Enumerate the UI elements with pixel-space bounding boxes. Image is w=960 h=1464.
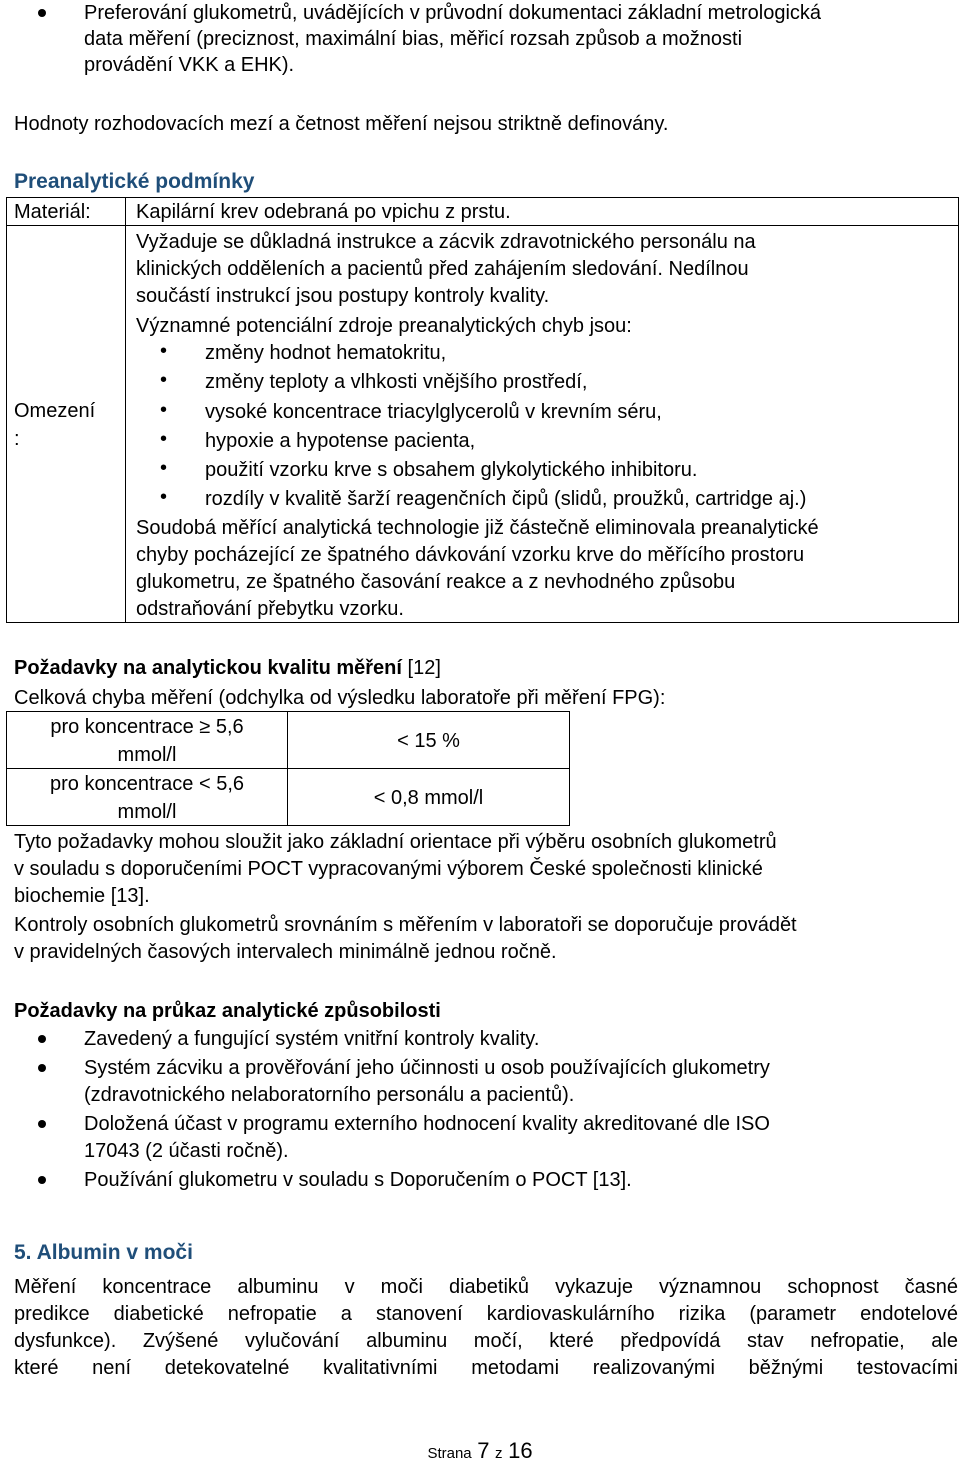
footer-middle: z — [495, 1445, 503, 1462]
footer-prefix: Strana — [427, 1445, 472, 1462]
intro-text: Hodnoty rozhodovacích mezí a četnost měření nejsou striktně definovány. — [14, 113, 669, 135]
bullet-icon: • — [160, 399, 168, 421]
table-cell: < 15 % — [397, 730, 460, 752]
para-line: Kontroly osobních glukometrů srovnáním s měřením v laboratoři se doporučuje provádět — [14, 914, 797, 936]
footer-total: 16 — [508, 1438, 533, 1463]
albumin-line: které není detekovatelné kvalitativními metodami realizovanými běžnými testovacími — [14, 1357, 958, 1379]
albumin-line: predikce diabetické nefropatie a stanovení kardiovaskulárního rizika (parametr endotelové — [14, 1303, 958, 1325]
bullet-icon — [38, 9, 46, 17]
table-border-middle — [6, 225, 959, 226]
table-cell — [7, 770, 287, 826]
material-value: Kapilární krev odebraná po vpichu z prstu. — [136, 201, 511, 223]
bullet-icon — [38, 1064, 46, 1072]
list-item: změny teploty a vlhkosti vnějšího prostředí, — [205, 371, 588, 393]
material-label: Materiál: — [14, 201, 91, 223]
list-item: rozdíly v kvalitě šarží reagenčních čipů (slidů, proužků, cartridge aj.) — [205, 488, 807, 510]
footer-page: 7 — [477, 1438, 490, 1463]
list-item: použití vzorku krve s obsahem glykolytického inhibitoru. — [205, 459, 698, 481]
table-border-left — [6, 197, 7, 623]
top-bullet-line: Preferování glukometrů, uvádějících v průvodní dokumentaci základní metrologická — [84, 2, 822, 24]
table-border-divider — [125, 197, 126, 623]
cell-line: pro koncentrace < 5,6 — [49, 773, 244, 795]
competence-heading: Požadavky na průkaz analytické způsobilosti — [14, 1000, 441, 1022]
bullet-icon — [38, 1176, 46, 1184]
para-line: v souladu s doporučeními POCT vypracovanými výborem České společnosti klinické — [14, 858, 763, 880]
table-cell: < 0,8 mmol/l — [373, 787, 484, 809]
modern-tech-line: odstraňování přebytku vzorku. — [136, 598, 404, 620]
table-border-right — [958, 197, 959, 623]
bullet-icon — [38, 1120, 46, 1128]
list-item: vysoké koncentrace triacylglycerolů v krevním séru, — [205, 401, 662, 423]
analytic-quality-heading-ref: [12] — [401, 657, 441, 679]
instruction-line: klinických odděleních a pacientů před zahájením sledování. Nedílnou — [136, 258, 749, 280]
omezeni-label-colon: : — [14, 428, 20, 450]
albumin-heading: 5. Albumin v moči — [14, 1241, 193, 1264]
modern-tech-line: chyby pocházející ze špatného dávkování vzorku krve do měřícího prostoru — [136, 544, 805, 566]
cell-line: mmol/l — [117, 744, 177, 766]
albumin-line: Měření koncentrace albuminu v moči diabetiků vykazuje významnou schopnost časné — [14, 1276, 958, 1298]
list-item: Systém zácviku a prověřování jeho účinnosti u osob používajících glukometry — [84, 1057, 770, 1079]
cell-line: mmol/l — [117, 801, 177, 823]
table-cell — [7, 713, 287, 769]
sources-intro: Významné potenciální zdroje preanalytických chyb jsou: — [136, 315, 632, 337]
bullet-icon: • — [160, 428, 168, 450]
list-item: (zdravotnického nelaboratorního personálu a pacientů). — [84, 1084, 575, 1106]
table-border-bottom — [6, 622, 959, 623]
list-item: Zavedený a fungující systém vnitřní kontroly kvality. — [84, 1028, 540, 1050]
table-border-top — [6, 711, 570, 712]
para-line: biochemie [13]. — [14, 885, 150, 907]
list-item: 17043 (2 účasti ročně). — [84, 1140, 289, 1162]
bullet-icon: • — [160, 457, 168, 479]
cell-line: pro koncentrace ≥ 5,6 — [50, 716, 244, 738]
top-bullet-line: provádění VKK a EHK). — [84, 54, 295, 76]
instruction-line: součástí instrukcí jsou postupy kontroly kvality. — [136, 285, 550, 307]
top-bullet-line: data měření (preciznost, maximální bias, měřicí rozsah způsob a možnosti — [84, 28, 743, 50]
para-line: Tyto požadavky mohou sloužit jako základní orientace při výběru osobních glukometrů — [14, 831, 777, 853]
analytic-quality-heading-text: Požadavky na analytickou kvalitu měření — [14, 657, 402, 679]
bullet-icon: • — [160, 369, 168, 391]
list-item: Používání glukometru v souladu s Doporučením o POCT [13]. — [84, 1169, 632, 1191]
para-line: v pravidelných časových intervalech minimálně jednou ročně. — [14, 941, 557, 963]
bullet-icon: • — [160, 486, 168, 508]
instruction-line: Vyžaduje se důkladná instrukce a zácvik zdravotnického personálu na — [136, 231, 756, 253]
modern-tech-line: glukometru, ze špatného časování reakce a z nevhodného způsobu — [136, 571, 736, 593]
preanalytic-heading: Preanalytické podmínky — [14, 170, 255, 193]
analytic-quality-subtitle: Celková chyba měření (odchylka od výsledku laboratoře při měření FPG): — [14, 687, 666, 709]
list-item: hypoxie a hypotense pacienta, — [205, 430, 476, 452]
bullet-icon — [38, 1035, 46, 1043]
page-footer — [0, 1438, 960, 1464]
analytic-quality-heading — [14, 655, 441, 681]
modern-tech-line: Soudobá měřící analytická technologie již částečně eliminovala preanalytické — [136, 517, 819, 539]
table-border-right — [569, 711, 570, 826]
bullet-icon: • — [160, 340, 168, 362]
omezeni-label: Omezení — [14, 400, 96, 422]
albumin-line: dysfunkce). Zvýšené vylučování albuminu močí, které předpovídá stav nefropatie, ale — [14, 1330, 958, 1352]
list-item: změny hodnot hematokritu, — [205, 342, 447, 364]
table-border-top — [6, 197, 959, 198]
list-item: Doložená účast v programu externího hodnocení kvality akreditované dle ISO — [84, 1113, 770, 1135]
